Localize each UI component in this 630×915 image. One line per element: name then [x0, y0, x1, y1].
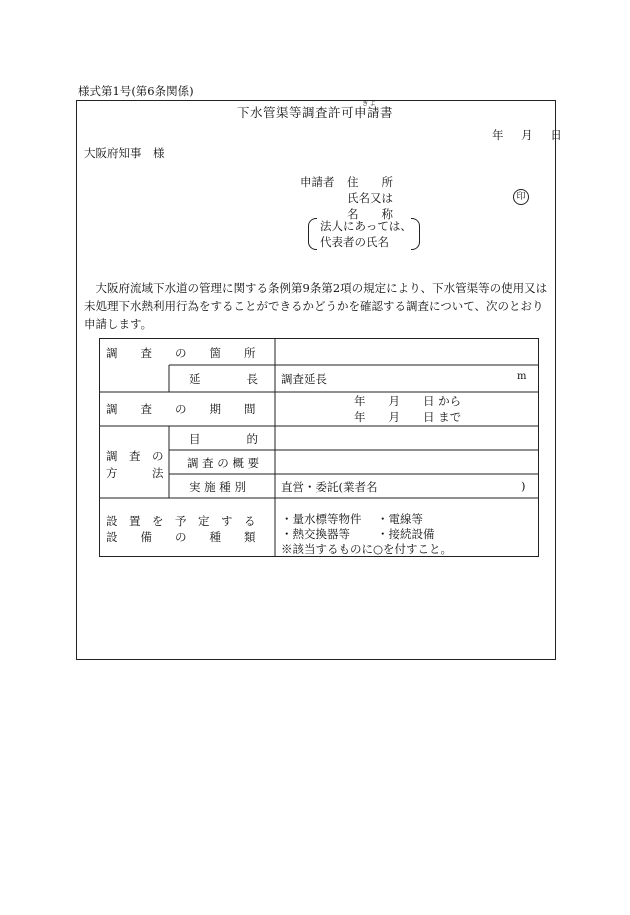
form-title-text: 下水管渠等調査許可申請書	[236, 105, 393, 120]
equipment-item-1: ・量水標等物件	[281, 512, 362, 526]
date-year: 年	[492, 128, 504, 142]
application-table	[99, 338, 539, 557]
applicant-label: 申請者	[300, 175, 335, 189]
representative-note	[308, 218, 420, 250]
date-line	[492, 127, 562, 143]
equipment-item-4: ・接続設備	[377, 527, 435, 541]
equipment-item-2: ・電線等	[377, 512, 423, 526]
seal-icon: 印	[513, 189, 529, 205]
equipment-label-1: 設 置 を 予 定 す る	[106, 514, 256, 528]
length-unit: m	[517, 371, 527, 382]
form-title	[236, 99, 393, 120]
period-from: 年 月 日 から	[354, 394, 462, 408]
equipment-label-2: 設 備 の 種 類	[106, 530, 256, 544]
type-label: 実 施 種 別	[189, 480, 246, 494]
applicant-name-label: 名 称	[347, 207, 393, 221]
note-line-1: 法人にあっては、	[320, 219, 412, 233]
note-line-2: 代表者の氏名	[320, 235, 389, 249]
method-label-2: 方 法	[106, 466, 164, 480]
left-bracket	[308, 218, 317, 250]
application-statement: 大阪府流域下水道の管理に関する条例第9条第2項の規定により、下水管渠等の使用又は未処理下水熱利用行為をすることができるかどうかを確認する調査について、次のとおり申請します。	[84, 281, 548, 331]
type-close: )	[521, 479, 526, 493]
right-bracket	[411, 218, 420, 250]
form-number: 様式第1号(第6条関係)	[78, 84, 194, 98]
type-value: 直営・委託(業者名	[281, 480, 378, 494]
length-value: 調査延長	[281, 372, 327, 386]
period-to: 年 月 日 まで	[354, 410, 462, 424]
title-ruby: きよ	[361, 99, 377, 107]
addressee: 大阪府知事 様	[84, 146, 165, 160]
overview-label: 調 査 の 概 要	[187, 456, 260, 470]
date-month: 月	[521, 128, 533, 142]
equipment-note: ※該当するものに○を付すこと。	[281, 542, 453, 556]
purpose-label: 目 的	[189, 432, 258, 446]
method-label-1: 調 査 の	[106, 449, 164, 463]
applicant-name-or-label: 氏名又は	[347, 191, 393, 205]
period-label: 調 査 の 期 間	[106, 402, 256, 416]
location-label: 調 査 の 箇 所	[106, 346, 256, 360]
title-wrap	[0, 99, 630, 121]
applicant-address-label: 住 所	[347, 175, 393, 189]
date-day: 日	[550, 128, 562, 142]
equipment-item-3: ・熱交換器等	[281, 527, 350, 541]
length-label: 延 長	[189, 372, 258, 386]
